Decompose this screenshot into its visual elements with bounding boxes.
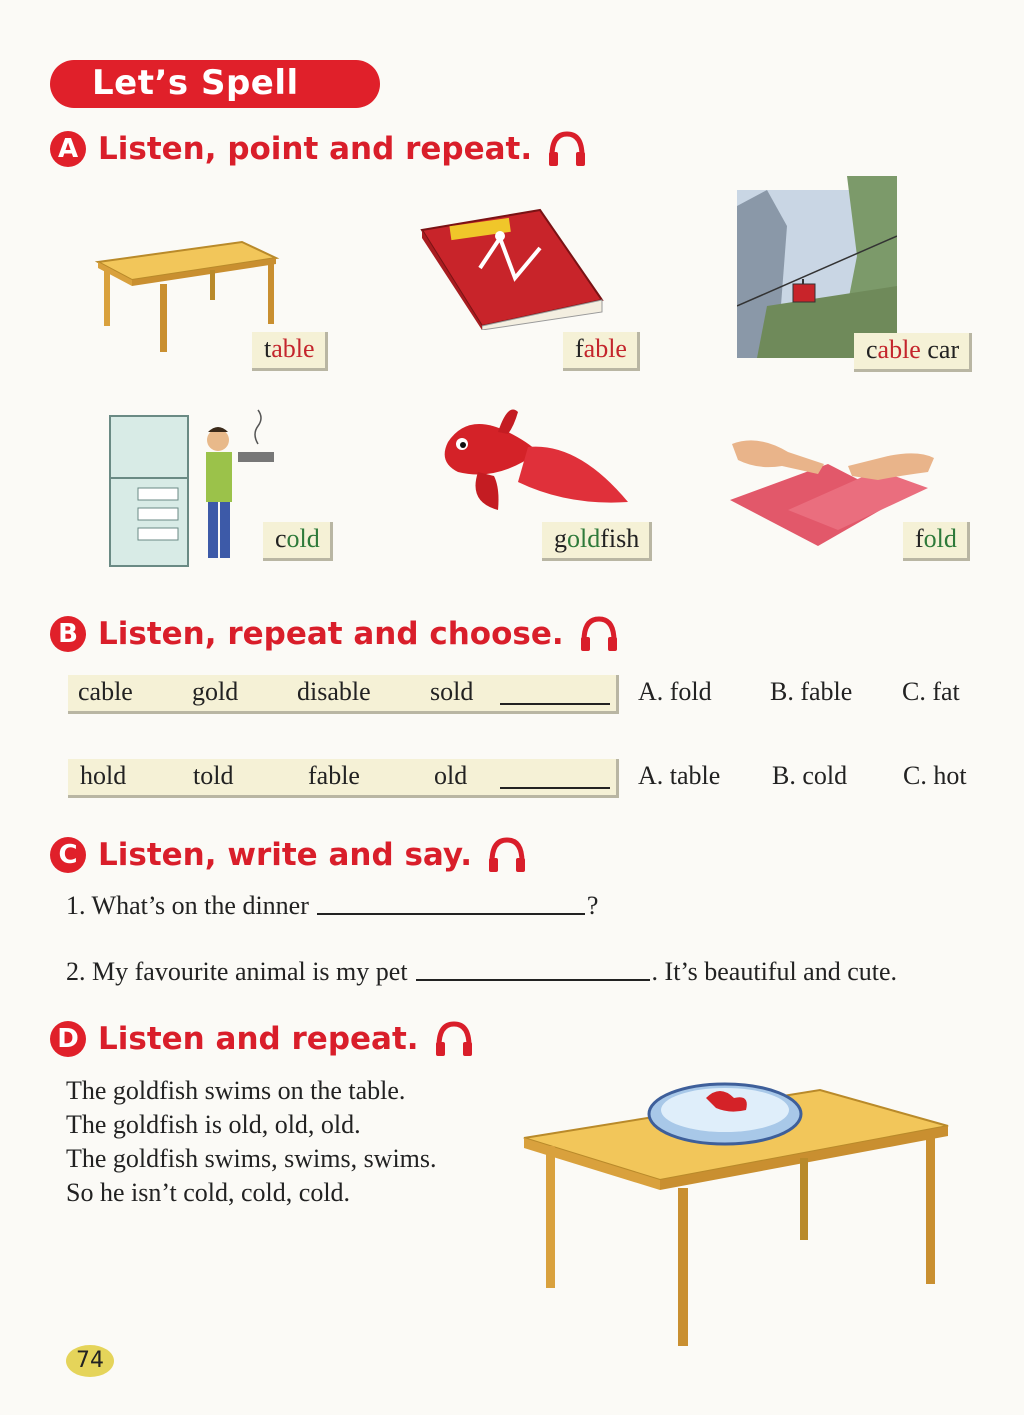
word-tag-fold: fold (903, 522, 970, 561)
word-tag-goldfish: goldfish (542, 522, 652, 561)
strip-word: cable (78, 677, 133, 706)
option-c-row-2[interactable]: C. hot (903, 761, 967, 790)
rhyme-line: The goldfish swims, swims, swims. (66, 1144, 437, 1173)
strip-word: told (193, 761, 234, 790)
headphones-icon[interactable] (546, 130, 588, 168)
section-d-badge: D (50, 1021, 86, 1057)
option-a-row-2[interactable]: A. table (638, 761, 721, 790)
section-c-badge: C (50, 837, 86, 873)
word-strip-row-1 (68, 675, 619, 714)
section-a-heading (50, 130, 588, 168)
strip-word: hold (80, 761, 127, 790)
word-tag-fable: fable (563, 332, 640, 371)
word-tag-cold: cold (263, 522, 333, 561)
option-c-row-1[interactable]: C. fat (902, 677, 960, 706)
section-b-title: Listen, repeat and choose. (98, 616, 564, 652)
word-tag-cable-car: cable car (854, 333, 972, 372)
section-b-badge: B (50, 616, 86, 652)
strip-word: fable (308, 761, 360, 790)
headphones-icon[interactable] (433, 1020, 475, 1058)
section-b-heading (50, 615, 620, 653)
strip-word: old (434, 761, 468, 790)
section-c-heading (50, 836, 528, 874)
rhyme-line: The goldfish is old, old, old. (66, 1110, 361, 1139)
cold-fridge-picture (108, 408, 278, 568)
section-a-title: Listen, point and repeat. (98, 131, 533, 167)
fable-book-picture (420, 208, 605, 330)
goldfish-picture (438, 402, 633, 514)
word-tag-table: table (252, 332, 328, 371)
section-c-title: Listen, write and say. (98, 837, 473, 873)
section-d-heading (50, 1020, 475, 1058)
page-number: 74 (66, 1345, 114, 1377)
word-strip-row-2 (68, 759, 619, 798)
table-with-goldfish-bowl-picture (520, 1070, 952, 1350)
banner-title: Let’s Spell (92, 63, 299, 103)
question-2: 2. My favourite animal is my pet . It’s beautiful and cute. (66, 957, 898, 986)
lets-spell-banner (50, 60, 380, 108)
strip-word: sold (430, 677, 474, 706)
rhyme-text (66, 1074, 437, 1210)
option-b-row-1[interactable]: B. fable (770, 677, 853, 706)
answer-blank-row-1[interactable] (500, 703, 610, 705)
strip-word: gold (192, 677, 239, 706)
answer-blank-q1[interactable] (317, 913, 585, 915)
question-1: 1. What’s on the dinner ? (66, 891, 599, 920)
answer-blank-row-2[interactable] (500, 787, 610, 789)
option-b-row-2[interactable]: B. cold (772, 761, 848, 790)
section-a-badge: A (50, 131, 86, 167)
cable-car-picture (737, 176, 897, 358)
rhyme-line: The goldfish swims on the table. (66, 1076, 406, 1105)
rhyme-line: So he isn’t cold, cold, cold. (66, 1178, 351, 1207)
section-d-title: Listen and repeat. (98, 1021, 419, 1057)
headphones-icon[interactable] (486, 836, 528, 874)
option-a-row-1[interactable]: A. fold (638, 677, 712, 706)
strip-word: disable (297, 677, 371, 706)
headphones-icon[interactable] (578, 615, 620, 653)
answer-blank-q2[interactable] (416, 979, 650, 981)
